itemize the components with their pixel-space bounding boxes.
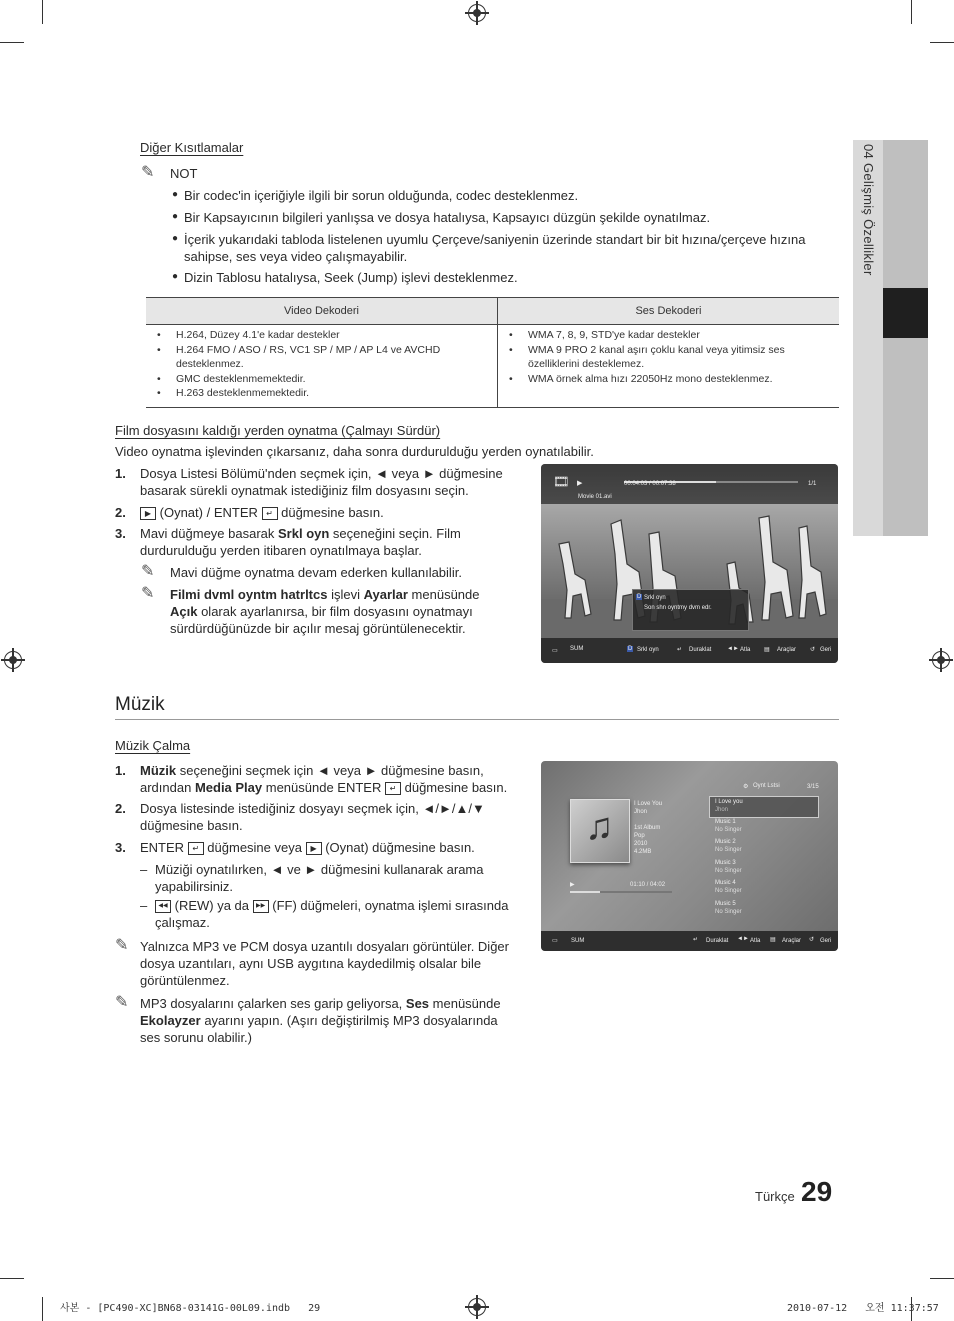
step-number: 1. <box>115 466 126 481</box>
resume-step-1: Dosya Listesi Bölümü'nden seçmek için, ◄ veya ► düğmesine basarak sürekli oynatmak istediğiniz film dosyasını seçin. <box>140 466 503 498</box>
usb-icon: ▭ <box>552 648 558 654</box>
bullet-icon: ● <box>172 211 179 222</box>
video-decoder-header: Video Dekoderi <box>146 298 498 325</box>
song-size: 4.2MB <box>634 849 652 855</box>
audio-decoder-header: Ses Dekoderi <box>498 298 840 325</box>
music-note-2: MP3 dosyalarını çalarken ses garip geliyorsa, Ses menüsünde Ekolayzer ayarını yapın. (Aşırı değiştirilmiş MP3 dosyalarında ses sorunu olabilir.) <box>140 996 501 1045</box>
chapter-side-tab <box>853 140 928 536</box>
note-pencil-icon: ✎ <box>141 583 155 602</box>
track-artist: No Singer <box>715 827 742 833</box>
restriction-item: Dizin Tablosu hatalıysa, Seek (Jump) işlevi desteklenmez. <box>184 270 518 285</box>
crop-mark <box>42 1297 43 1321</box>
crop-mark <box>930 1278 954 1279</box>
restriction-item: Bir codec'in içeriğiyle ilgili bir sorun olduğunda, codec desteklenmez. <box>184 188 579 203</box>
restriction-item: İçerik yukarıdaki tabloda listelenen uyumlu Çerçeve/saniyenin üzerinde standart bir bit hızına/çerçeve hızına sahipse, ses veya video çalışmayabilir. <box>184 232 806 264</box>
step-number: 1. <box>115 763 126 778</box>
return-icon: ↺ <box>810 647 816 653</box>
chapter-label: 04 Gelişmiş Özellikler <box>861 144 876 276</box>
bar-item-back: Geri <box>820 647 832 653</box>
step-number: 3. <box>115 840 126 855</box>
play-button-icon: ▶ <box>140 507 156 520</box>
bar-item-tools: Araçlar <box>782 938 802 944</box>
tools-icon: ▤ <box>764 647 770 653</box>
playlist-label: Oynt Lstsi <box>753 783 780 789</box>
crop-mark <box>0 1278 24 1279</box>
song-album: 1st Album <box>634 825 661 831</box>
enter-button-icon: ↵ <box>385 782 401 795</box>
video-decoder-item: • H.263 desteklenmemektedir. <box>176 386 491 401</box>
track-title: I Love you <box>715 799 743 805</box>
bullet-icon: ● <box>172 189 179 200</box>
restrictions-heading: Diğer Kısıtlamalar <box>140 140 244 155</box>
rewind-button-icon: ◀◀ <box>155 900 171 913</box>
popup-text: Son shn oyntmy dvm edr. <box>644 605 712 611</box>
crop-mark <box>930 42 954 43</box>
music-dash-2: ◀◀ (REW) ya da ▶▶ (FF) düğmeleri, oynatma işlemi sırasında çalışmaz. <box>155 898 509 930</box>
crop-mark <box>0 42 24 43</box>
video-time: 00:04:03 / 00:07:38 <box>624 481 676 487</box>
audio-decoder-cell <box>498 325 840 408</box>
track-title: Music 5 <box>715 901 736 907</box>
page-number: 29 <box>801 1176 833 1207</box>
song-year: 2010 <box>634 841 648 847</box>
registration-mark-icon <box>468 4 486 22</box>
track-title: Music 1 <box>715 819 736 825</box>
bar-item-resume: Srkl oyn <box>637 647 659 653</box>
arrows-icon: ◄► <box>737 936 749 942</box>
bullet-icon: ● <box>172 233 179 244</box>
registration-mark-icon <box>468 1298 486 1316</box>
bar-item-skip: Atla <box>740 647 751 653</box>
crop-mark <box>911 0 912 24</box>
track-artist: Jhon <box>715 807 729 813</box>
track-artist: No Singer <box>715 888 742 894</box>
bar-item-pause: Duraklat <box>689 647 712 653</box>
print-slug-right: 2010-07-12 오전 11:37:57 <box>787 1303 939 1314</box>
video-decoder-item: • H.264, Düzey 4.1'e kadar destekler <box>176 328 491 343</box>
note-pencil-icon: ✎ <box>141 162 155 181</box>
video-player-screenshot <box>541 464 838 663</box>
bullet-icon: ● <box>172 271 179 282</box>
video-decoder-cell <box>146 325 498 408</box>
music-step-2: Dosya listesinde istediğiniz dosyayı seçmek için, ◄/►/▲/▼ düğmesine basın. <box>140 801 485 833</box>
music-page: 3/15 <box>807 784 819 790</box>
codec-table <box>146 297 839 408</box>
resume-step-3: Mavi düğmeye basarak Srkl oyn seçeneğini seçin. Film durdurulduğu yerden itibaren oynatılmaya başlar. <box>140 526 461 558</box>
audio-decoder-item: • WMA 7, 8, 9, STD'ye kadar destekler <box>528 328 833 343</box>
dash-mark: – <box>140 898 148 913</box>
resume-step-2: ▶ (Oynat) / ENTER ↵ düğmesine basın. <box>140 504 510 521</box>
step-number: 2. <box>115 801 126 816</box>
crop-mark <box>42 0 43 24</box>
blue-button-icon: D <box>637 594 642 600</box>
video-decoder-item: • H.264 FMO / ASO / RS, VC1 SP / MP / AP L4 ve AVCHD desteklenmez. <box>176 343 491 372</box>
note-pencil-icon: ✎ <box>115 992 129 1011</box>
video-filename: Movie 01.avi <box>578 494 612 500</box>
video-decoder-item: • GMC desteklenmemektedir. <box>176 372 491 387</box>
track-title: Music 4 <box>715 880 736 886</box>
resume-note-2: Filmi dvml oyntm hatrltcs işlevi Ayarlar menüsünde Açık olarak ayarlanırsa, bir film dosyasını oynatmayı sürdürdüğünüzde bir açılır mesaj görüntülenecektir. <box>170 587 480 636</box>
music-progress-fill <box>570 891 600 893</box>
enter-button-icon: ↵ <box>188 842 204 855</box>
play-icon: ▶ <box>570 882 575 888</box>
registration-mark-icon <box>4 651 22 669</box>
music-section-title: Müzik <box>115 694 165 715</box>
print-slug-left: 사본 - [PC490-XC]BN68-03141G-00L09.indb 29 <box>60 1303 321 1314</box>
song-genre: Pop <box>634 833 645 839</box>
audio-decoder-item: • WMA örnek alma hızı 22050Hz mono desteklenmez. <box>528 372 833 387</box>
note-pencil-icon: ✎ <box>141 561 155 580</box>
track-artist: No Singer <box>715 868 742 874</box>
bar-item-pause: Duraklat <box>706 938 729 944</box>
audio-decoder-item: • WMA 9 PRO 2 kanal aşırı çoklu kanal veya yitimsiz ses özelliklerini desteklemez. <box>528 343 833 372</box>
enter-icon: ↵ <box>677 647 683 653</box>
bar-item-back: Geri <box>820 938 832 944</box>
music-player-screenshot <box>541 761 838 951</box>
bar-item-tools: Araçlar <box>777 647 797 653</box>
registration-mark-icon <box>932 651 950 669</box>
play-button-icon: ▶ <box>306 842 322 855</box>
music-dash-1: Müziği oynatılırken, ◄ ve ► düğmesini kullanarak arama yapabilirsiniz. <box>155 862 484 894</box>
arrows-icon: ◄► <box>727 646 739 652</box>
popup-title: Srkl oyn <box>644 595 666 601</box>
usb-icon: ▭ <box>552 938 558 944</box>
blue-button-icon: D <box>628 646 633 652</box>
resume-intro: Video oynatma işlevinden çıkarsanız, daha sonra durdurulduğu yerden oynatılabilir. <box>115 444 594 459</box>
track-title: Music 3 <box>715 860 736 866</box>
enter-icon: ↵ <box>693 937 699 943</box>
section-divider <box>115 719 839 720</box>
bar-item-skip: Atla <box>750 938 761 944</box>
music-note-1: Yalnızca MP3 ve PCM dosya uzantılı dosyaları görüntüler. Diğer dosya uzantıları, aynı USB aygıtına kaydedilmiş olsalar bile görüntülenmez. <box>140 939 509 988</box>
step-number: 3. <box>115 526 126 541</box>
enter-button-icon: ↵ <box>262 507 278 520</box>
footer-language: Türkçe <box>755 1189 795 1204</box>
playlist-icon: ⚙ <box>743 784 749 790</box>
video-page: 1/1 <box>808 481 817 487</box>
music-heading: Müzik Çalma <box>115 738 191 753</box>
movie-icon: 🎞 <box>553 474 570 489</box>
song-title: I Love You <box>634 801 663 807</box>
step-number: 2. <box>115 505 126 520</box>
resume-note-1: Mavi düğme oynatma devam ederken kullanılabilir. <box>170 565 462 580</box>
music-step-1: Müzik seçeneğini seçmek için ◄ veya ► düğmesine basın, ardından Media Play menüsünde ENTER ↵ düğmesine basın. <box>140 763 508 795</box>
dash-mark: – <box>140 862 148 877</box>
play-icon: ▶ <box>577 480 583 487</box>
return-icon: ↺ <box>809 937 815 943</box>
note-label: NOT <box>170 166 198 181</box>
resume-heading: Film dosyasını kaldığı yerden oynatma (Çalmayı Sürdür) <box>115 423 441 438</box>
music-time: 01:10 / 04:02 <box>630 882 666 888</box>
device-label: SUM <box>571 938 585 944</box>
track-title: Music 2 <box>715 839 736 845</box>
track-artist: No Singer <box>715 847 742 853</box>
note-pencil-icon: ✎ <box>115 935 129 954</box>
music-step-3: ENTER ↵ düğmesine veya ▶ (Oynat) düğmesine basın. <box>140 840 475 855</box>
restriction-item: Bir Kapsayıcının bilgileri yanlışsa ve dosya hatalıysa, Kapsayıcı düzgün şekilde oynatılmaz. <box>184 210 711 225</box>
track-artist: No Singer <box>715 909 742 915</box>
music-note-icon: ♫ <box>585 806 614 848</box>
device-label: SUM <box>570 646 584 652</box>
tools-icon: ▤ <box>770 937 776 943</box>
fast-forward-button-icon: ▶▶ <box>253 900 269 913</box>
song-artist: Jhon <box>634 809 648 815</box>
album-art <box>570 799 630 863</box>
